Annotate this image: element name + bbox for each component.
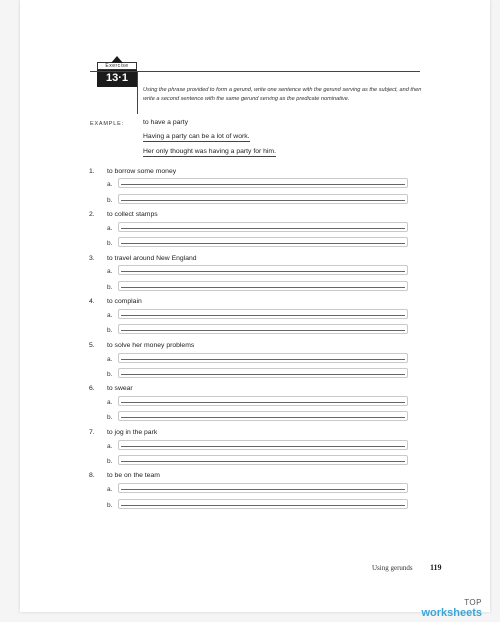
question-6 [89,385,133,392]
answer-label-a: a. [107,181,113,188]
answer-label-b: b. [107,284,113,291]
answer-label-b: b. [107,371,113,378]
answer-6a-field[interactable] [118,396,408,406]
answer-7a-field[interactable] [118,440,408,450]
page-number: 119 [430,563,442,572]
instructions-text: Using the phrase provided to form a gerund, write one sentence with the gerund serving as the subject, and then write a second sentence with the same gerund serving as the predicate nominative. [143,87,422,102]
answer-label-b: b. [107,458,113,465]
answer-label-a: a. [107,399,113,406]
answer-3b-field[interactable] [118,281,408,291]
question-number: 5. [89,342,95,349]
question-phrase: to complain [107,298,142,305]
answer-5a-field[interactable] [118,353,408,363]
question-phrase: to collect stamps [107,211,158,218]
answer-2b-field[interactable] [118,237,408,247]
question-number: 8. [89,472,95,479]
watermark-line-1: TOP [464,598,482,607]
question-number: 7. [89,429,95,436]
example-phrase: to have a party [143,119,188,126]
watermark-logo [421,598,482,618]
header-rule [90,71,420,72]
question-phrase: to borrow some money [107,168,177,175]
answer-label-a: a. [107,356,113,363]
answer-8a-field[interactable] [118,483,408,493]
footer-section-title: Using gerunds [372,564,413,572]
question-phrase: to be on the team [107,472,160,479]
question-8 [89,472,160,479]
answer-label-b: b. [107,240,113,247]
watermark-line-2: worksheets [421,607,482,619]
exercise-number: 13·1 [97,70,137,87]
header-vertical-rule [137,71,138,114]
question-2 [89,211,158,218]
answer-2a-field[interactable] [118,222,408,232]
example-sentence-a [143,133,250,140]
question-number: 3. [89,255,95,262]
question-number: 4. [89,298,95,305]
triangle-icon [111,56,123,63]
answer-label-a: a. [107,486,113,493]
example-label: EXAMPLE: [90,121,124,127]
answer-label-b: b. [107,414,113,421]
question-number: 6. [89,385,95,392]
answer-3a-field[interactable] [118,265,408,275]
answer-4b-field[interactable] [118,324,408,334]
question-5 [89,342,194,349]
example-sentence-a-text: Having a party can be a lot of work. [143,133,250,140]
question-phrase: to jog in the park [107,429,158,436]
answer-label-a: a. [107,443,113,450]
question-3 [89,255,197,262]
answer-label-a: a. [107,225,113,232]
answer-8b-field[interactable] [118,499,408,509]
example-sentence-b [143,148,276,155]
answer-5b-field[interactable] [118,368,408,378]
question-phrase: to travel around New England [107,255,197,262]
exercise-badge [97,62,137,90]
question-1 [89,168,176,175]
answer-4a-field[interactable] [118,309,408,319]
answer-label-a: a. [107,268,113,275]
question-4 [89,298,142,305]
question-phrase: to swear [107,385,133,392]
exercise-caption: Exercise [97,62,137,70]
answer-1b-field[interactable] [118,194,408,204]
question-number: 1. [89,168,95,175]
answer-7b-field[interactable] [118,455,408,465]
example-sentence-b-text: Her only thought was having a party for him. [143,148,276,155]
question-number: 2. [89,211,95,218]
answer-6b-field[interactable] [118,411,408,421]
answer-label-b: b. [107,502,113,509]
answer-label-b: b. [107,197,113,204]
question-phrase: to solve her money problems [107,342,195,349]
answer-label-b: b. [107,327,113,334]
answer-1a-field[interactable] [118,178,408,188]
question-7 [89,429,157,436]
answer-label-a: a. [107,312,113,319]
